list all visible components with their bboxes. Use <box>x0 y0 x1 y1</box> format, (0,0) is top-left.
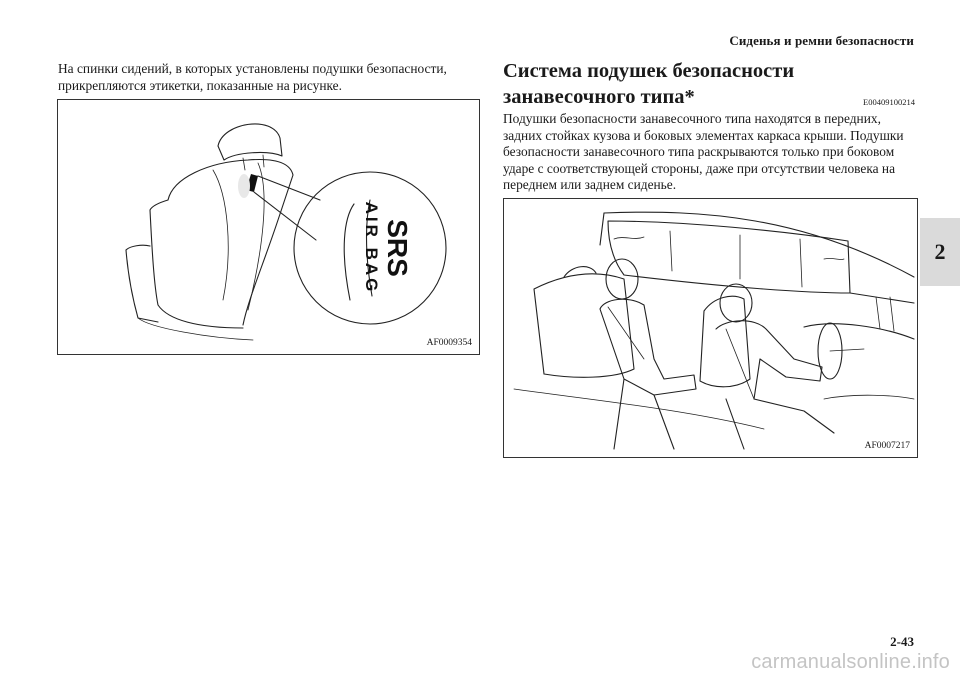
intro-text: На спинки сидений, в которых установлены подушки безопасности, прикрепляются этикетки, показанные на рисунке. <box>58 61 447 93</box>
chapter-number: 2 <box>934 239 946 264</box>
airbag-label-text: AIR BAG <box>362 201 381 295</box>
section-paragraph: Подушки безопасности занавесочного типа находятся в передних, задних стойках кузова и боковых элементах каркаса крыши. Подушки безопасности занавесочного типа раскрываются только при боковом ударе с соответствующей стороны, даже при отсутствии человека на переднем или заднем сиденье. <box>503 111 904 192</box>
seat-label-figure <box>57 99 480 355</box>
section-code: E00409100214 <box>863 97 915 107</box>
page-number: 2-43 <box>890 634 914 649</box>
figure-code: AF0007217 <box>864 441 910 451</box>
running-header: Сиденья и ремни безопасности <box>729 33 914 48</box>
section-title: Система подушек безопасности занавесочного типа* <box>503 60 795 108</box>
seat-illustration <box>58 100 479 354</box>
chapter-tab[interactable] <box>920 218 960 286</box>
watermark: carmanualsonline.info <box>751 651 950 673</box>
figure-code: AF0009354 <box>426 338 472 348</box>
curtain-airbag-figure <box>503 198 918 458</box>
vehicle-interior-illustration <box>504 199 917 457</box>
srs-label-text: SRS <box>382 219 413 277</box>
